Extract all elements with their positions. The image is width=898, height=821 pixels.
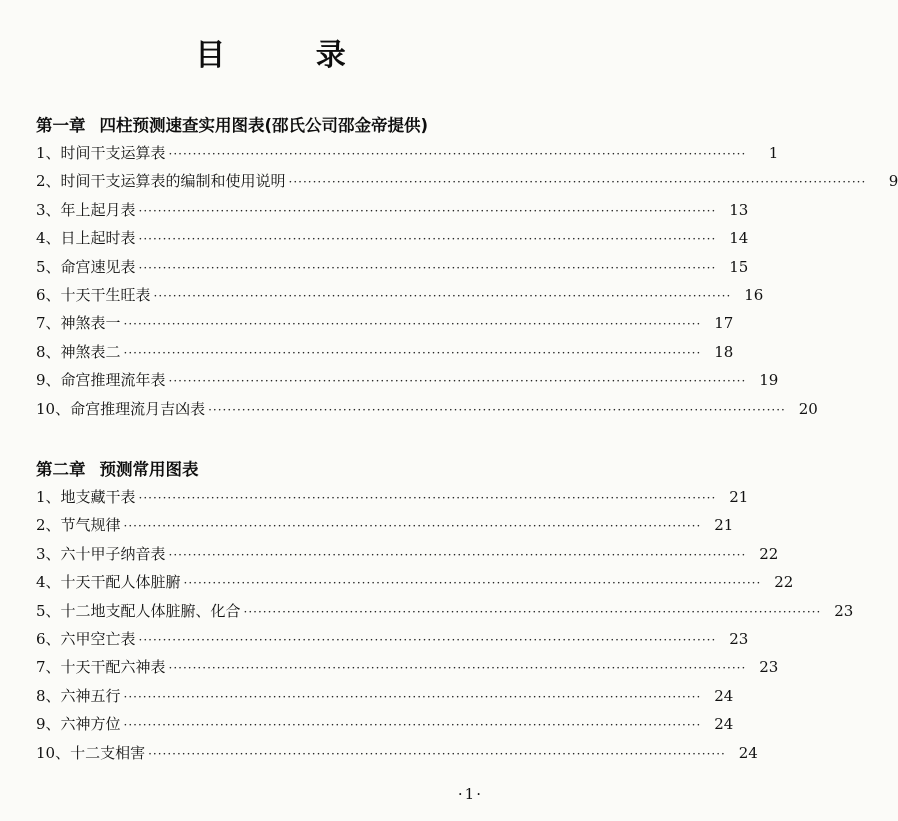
entry-label: 8、神煞表二 [36, 342, 121, 361]
entry-page-number: 16 [744, 285, 764, 304]
page-title: 目 录 [195, 38, 386, 73]
toc-entry [36, 167, 898, 195]
entry-page-number: 23 [729, 629, 749, 648]
dot-leader: ························································································································ [138, 491, 717, 505]
entry-page-number: 20 [798, 399, 818, 418]
entry-page-number: 1 [768, 144, 779, 162]
dot-leader: ························································································································ [168, 547, 747, 562]
toc-entry [36, 653, 779, 681]
entry-page-number: 22 [759, 544, 779, 563]
entry-page-number: 17 [714, 314, 734, 333]
entry-label: 6、六甲空亡表 [36, 629, 136, 648]
entry-page-number: 19 [759, 371, 779, 390]
entry-label: 4、十天干配人体脏腑 [36, 573, 181, 592]
entry-label: 6、十天干生旺表 [36, 285, 151, 304]
dot-leader: ························································································································ [123, 317, 702, 332]
page-number: ·1· [457, 785, 483, 803]
chapter-title: 预测常用图表 [99, 460, 199, 479]
entry-label: 9、六神方位 [36, 715, 121, 734]
chapter-number: 第一章 [36, 116, 86, 135]
toc-entry [36, 540, 779, 568]
entry-page-number: 9 [888, 172, 898, 191]
toc-entry [36, 568, 794, 596]
dot-leader: ························································································································ [288, 175, 867, 190]
entry-label: 5、十二地支配人体脏腑、化合 [36, 601, 241, 620]
entry-page-number: 21 [729, 488, 749, 506]
entry-label: 7、十天干配六神表 [36, 658, 166, 677]
dot-leader: ························································································································ [138, 203, 717, 218]
toc-entry [36, 511, 734, 539]
chapter-heading [36, 113, 511, 139]
toc-entry [36, 682, 734, 710]
entry-label: 3、年上起月表 [36, 200, 136, 219]
toc-entry [36, 710, 734, 738]
dot-leader: ························································································································ [243, 604, 822, 619]
toc-entry [36, 597, 854, 625]
toc-entry [36, 309, 734, 337]
entry-label: 10、十二支相害 [36, 743, 146, 762]
entry-label: 1、时间干支运算表 [36, 144, 166, 162]
dot-leader: ························································································································ [138, 632, 717, 647]
dot-leader: ························································································································ [123, 718, 702, 733]
toc-entry [36, 139, 779, 167]
entry-page-number: 23 [759, 658, 779, 677]
toc-entry [36, 625, 749, 653]
toc-entry [36, 281, 764, 309]
entry-label: 9、命宫推理流年表 [36, 371, 166, 390]
entry-label: 2、节气规律 [36, 516, 121, 535]
entry-label: 10、命宫推理流月吉凶表 [36, 399, 206, 418]
toc-entry [36, 483, 749, 511]
chapter-2-section [36, 457, 854, 767]
entry-page-number: 21 [714, 516, 734, 535]
entry-label: 3、六十甲子纳音表 [36, 544, 166, 563]
dot-leader: ························································································································ [138, 232, 717, 247]
chapter-heading [36, 457, 511, 483]
dot-leader: ························································································································ [168, 147, 747, 161]
toc-entry [36, 338, 734, 366]
entry-list [36, 139, 898, 423]
entry-page-number: 23 [834, 601, 854, 620]
entry-page-number: 18 [714, 342, 734, 361]
toc-entry [36, 253, 749, 281]
dot-leader: ························································································································ [168, 661, 747, 676]
entry-page-number: 13 [729, 200, 749, 219]
toc-entry [36, 366, 779, 394]
entry-page-number: 22 [774, 573, 794, 592]
entry-page-number: 14 [729, 229, 749, 248]
entry-label: 1、地支藏干表 [36, 488, 136, 506]
dot-leader: ························································································································ [148, 746, 726, 761]
entry-label: 8、六神五行 [36, 686, 121, 705]
entry-page-number: 24 [714, 715, 734, 734]
entry-label: 4、日上起时表 [36, 229, 136, 248]
toc-entry [36, 395, 818, 423]
chapter-number: 第二章 [36, 460, 86, 479]
entry-list [36, 483, 854, 767]
dot-leader: ························································································································ [208, 402, 786, 417]
toc-entry [36, 739, 758, 767]
entry-page-number: 15 [729, 257, 749, 276]
toc-entry [36, 196, 749, 224]
chapter-title: 四柱预测速查实用图表(邵氏公司邵金帝提供) [99, 116, 429, 135]
dot-leader: ························································································································ [138, 260, 717, 275]
toc-entry [36, 224, 749, 252]
entry-label: 2、时间干支运算表的编制和使用说明 [36, 172, 286, 191]
entry-page-number: 24 [714, 686, 734, 705]
dot-leader: ························································································································ [168, 374, 747, 389]
entry-label: 7、神煞表一 [36, 314, 121, 333]
entry-page-number: 24 [738, 743, 758, 762]
dot-leader: ························································································································ [123, 689, 702, 704]
dot-leader: ························································································································ [123, 519, 702, 534]
dot-leader: ························································································································ [183, 576, 762, 591]
dot-leader: ························································································································ [153, 288, 732, 303]
dot-leader: ························································································································ [123, 345, 702, 360]
entry-label: 5、命宫速见表 [36, 257, 136, 276]
chapter-1-section [36, 113, 898, 423]
